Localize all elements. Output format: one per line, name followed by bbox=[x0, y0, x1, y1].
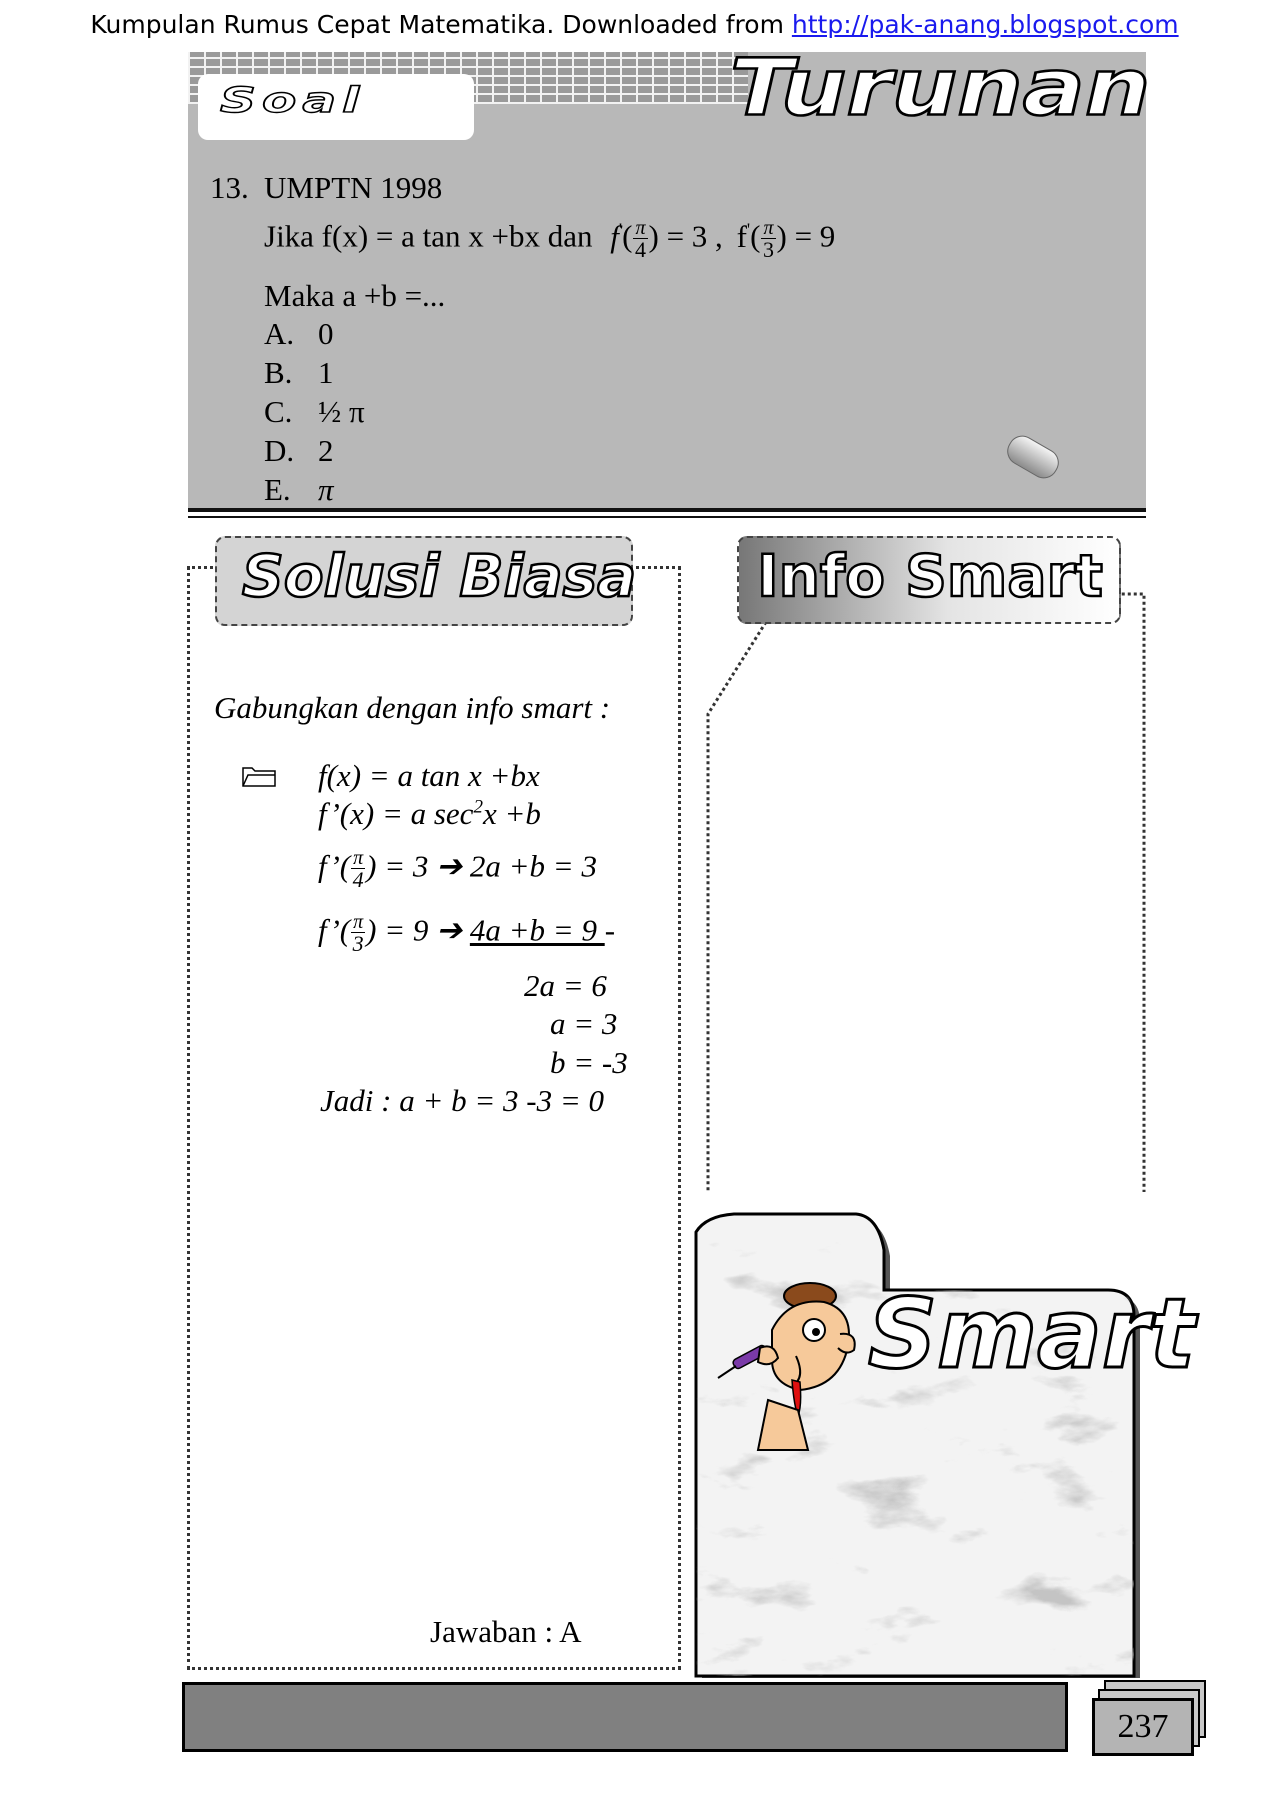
page-number: 237 bbox=[1092, 1698, 1194, 1756]
solusi-intro: Gabungkan dengan info smart : bbox=[214, 690, 611, 725]
answer-text: Jawaban : A bbox=[430, 1614, 582, 1649]
option-e-clip bbox=[188, 472, 1146, 508]
step-function: f(x) = a tan x +bx bbox=[318, 758, 540, 793]
banner-text: Kumpulan Rumus Cepat Matematika. Downloaded from bbox=[90, 10, 792, 39]
question-stem: Jika f(x) = a tan x +bx dan f'( $\frac{\pi}{4}$ ) = 3 , f'( $\frac{\pi}{3}$ ) = 9 bbox=[264, 217, 836, 262]
cond1-rhs: ) = 3 , bbox=[648, 218, 723, 254]
option-b: B. 1 bbox=[264, 355, 334, 390]
divider bbox=[188, 508, 1146, 512]
question-source: UMPTN 1998 bbox=[264, 170, 443, 205]
step-2a: 2a = 6 bbox=[524, 968, 607, 1003]
footer-bar bbox=[182, 1682, 1068, 1752]
download-banner bbox=[0, 10, 1269, 39]
step-b: b = -3 bbox=[550, 1045, 628, 1080]
cond1-f: f bbox=[610, 218, 619, 254]
stem-text: Jika f(x) = a tan x +bx dan bbox=[264, 218, 593, 254]
question-prompt: Maka a +b =... bbox=[264, 278, 446, 313]
step-eq2: f’( $\frac{\pi}{3}$ ) = 9 ➔ 4a +b = 9 - bbox=[318, 911, 616, 956]
cond1-fraction: $\frac{\pi}{4}$ bbox=[634, 217, 646, 262]
folder-icon bbox=[242, 765, 276, 787]
option-e: E. π bbox=[264, 472, 334, 507]
question-number: 13. bbox=[210, 170, 249, 205]
step-a: a = 3 bbox=[550, 1006, 618, 1041]
step-result: Jadi : a + b = 3 -3 = 0 bbox=[320, 1083, 605, 1118]
turunan-heading: Turunan bbox=[730, 42, 1151, 133]
cond2-rhs: ) = 9 bbox=[776, 218, 836, 254]
option-c: C. ½ π bbox=[264, 394, 365, 429]
info-smart-heading: Info Smart bbox=[757, 542, 1103, 610]
divider bbox=[188, 516, 1146, 518]
source-link[interactable]: http://pak-anang.blogspot.com bbox=[791, 10, 1179, 39]
cond2-f: f bbox=[736, 218, 747, 254]
cond2-fraction: $\frac{\pi}{3}$ bbox=[762, 217, 774, 262]
solusi-heading: Solusi Biasa bbox=[242, 542, 637, 610]
option-d: D. 2 bbox=[264, 433, 334, 468]
smart-heading: Smart bbox=[868, 1278, 1196, 1390]
step-eq1: f’( $\frac{\pi}{4}$ ) = 3 ➔ 2a +b = 3 bbox=[318, 847, 597, 892]
soal-heading: Soal bbox=[220, 80, 366, 121]
info-smart-box bbox=[706, 592, 1146, 1192]
option-a: A. 0 bbox=[264, 316, 334, 351]
step-derivative: f’(x) = a $\sec^2x +b$ bbox=[318, 796, 541, 831]
